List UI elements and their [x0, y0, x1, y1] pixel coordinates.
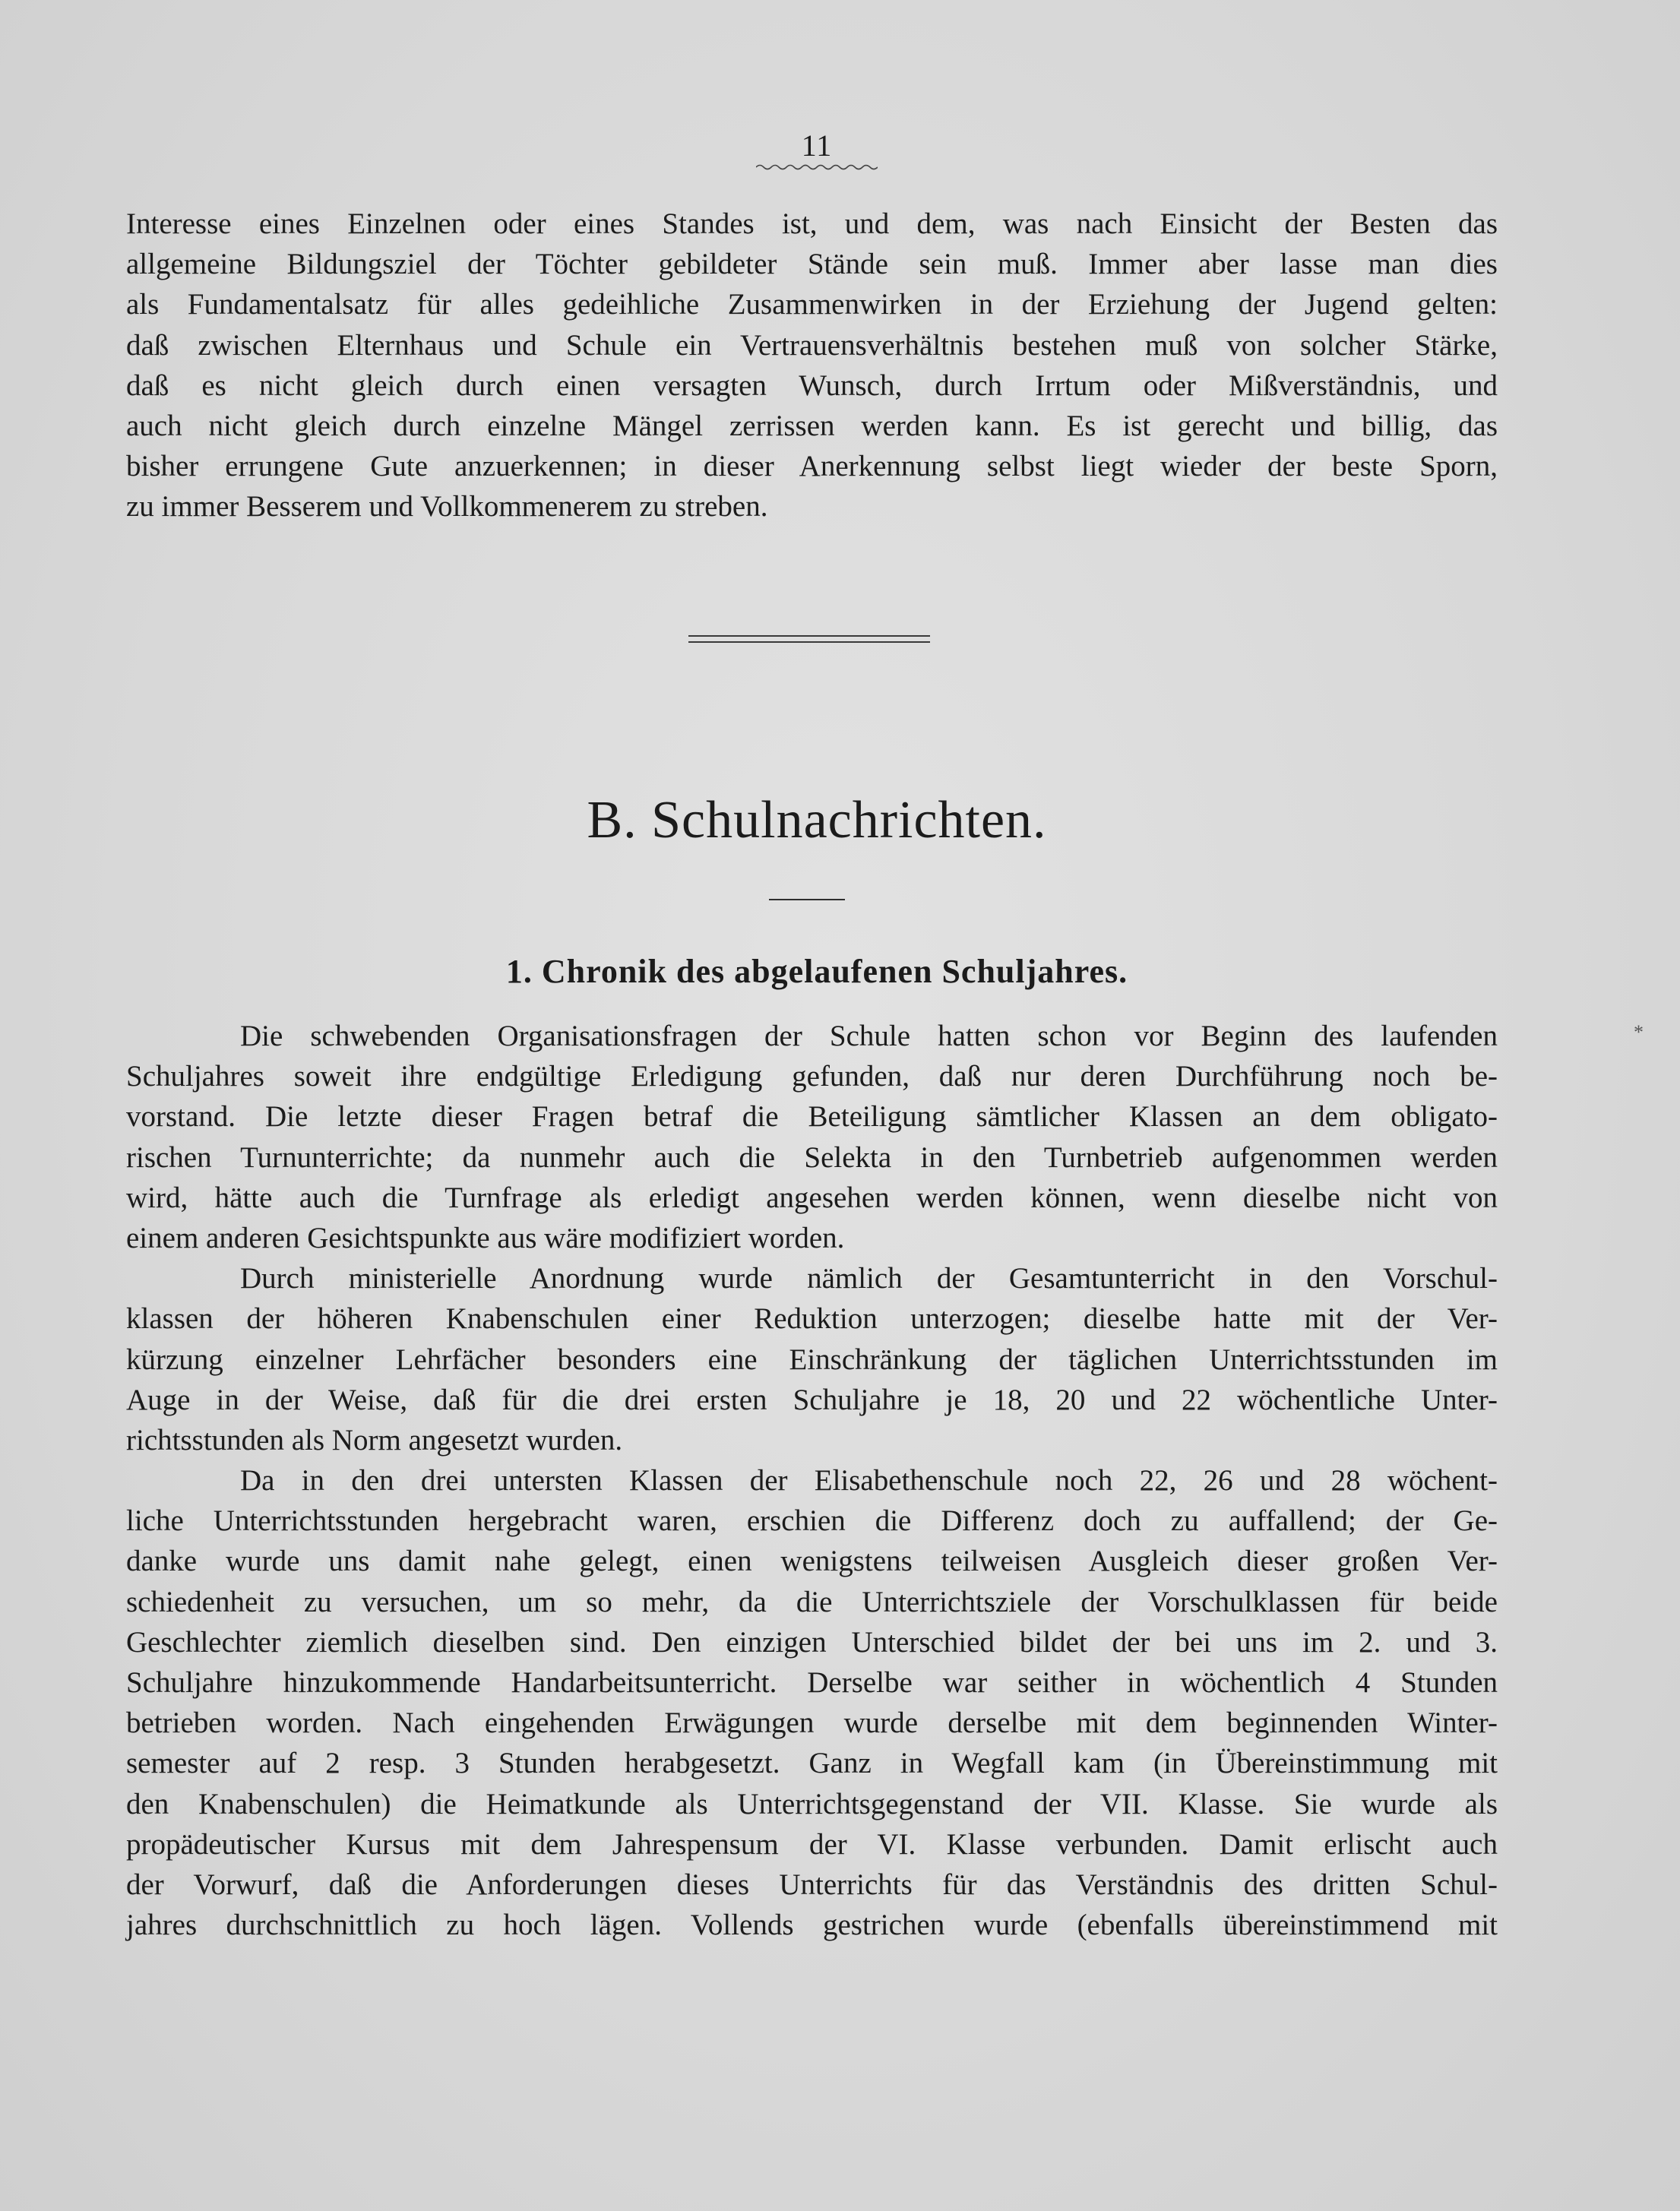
text-line: klassen der höheren Knabenschulen einer Reduktion unterzogen; dieselbe hatte mit der Ver- — [126, 1302, 1498, 1336]
text-line: vorstand. Die letzte dieser Fragen betraf die Beteiligung sämtlicher Klassen an dem obligato- — [126, 1100, 1498, 1134]
text-line: daß zwischen Elternhaus und Schule ein Vertrauensverhältnis bestehen muß von solcher Stärke, — [126, 328, 1498, 362]
text-line: jahres durchschnittlich zu hoch lägen. Vollends gestrichen wurde (ebenfalls übereinstimmend mit — [126, 1909, 1498, 1942]
margin-mark: * — [1634, 1021, 1644, 1043]
chronik-text — [126, 1016, 1498, 1945]
title-underline — [769, 899, 845, 900]
page-number-ornament — [756, 163, 878, 172]
text-line: wird, hätte auch die Turnfrage als erledigt angesehen werden können, wenn dieselbe nicht von — [126, 1181, 1498, 1214]
text-line: richtsstunden als Norm angesetzt wurden. — [126, 1423, 623, 1457]
section-divider — [688, 635, 930, 643]
text-line: schiedenheit zu versuchen, um so mehr, da die Unterrichtsziele der Vorschulklassen für beide — [126, 1585, 1498, 1618]
text-line: als Fundamentalsatz für alles gedeihliche Zusammenwirken in der Erziehung der Jugend gelten: — [126, 288, 1498, 321]
text-line: Auge in der Weise, daß für die drei ersten Schuljahre je 18, 20 und 22 wöchentliche Unter- — [126, 1383, 1498, 1416]
text-line: Geschlechter ziemlich dieselben sind. Den einzigen Unterschied bildet der bei uns im 2. und 3. — [126, 1625, 1498, 1659]
text-line: allgemeine Bildungsziel der Töchter gebildeter Stände sein muß. Immer aber lasse man dies — [126, 248, 1498, 281]
text-line: Schuljahres soweit ihre endgültige Erledigung gefunden, daß nur deren Durchführung noch be- — [126, 1060, 1498, 1093]
section-title: B. Schulnachrichten. — [587, 791, 1047, 849]
text-line: propädeutischer Kursus mit dem Jahrespensum der VI. Klasse verbunden. Damit erlischt auch — [126, 1827, 1498, 1861]
text-line: den Knabenschulen) die Heimatkunde als Unterrichtsgegenstand der VII. Klasse. Sie wurde als — [126, 1787, 1498, 1820]
text-line: kürzung einzelner Lehrfächer besonders eine Einschränkung der täglichen Unterrichtsstunden im — [126, 1343, 1498, 1376]
text-line: liche Unterrichtsstunden hergebracht waren, erschien die Differenz doch zu auffallend; der Ge- — [126, 1504, 1498, 1538]
text-line: Schuljahre hinzukommende Handarbeitsunterricht. Derselbe war seither in wöchentlich 4 Stunden — [126, 1666, 1498, 1699]
text-line: Da in den drei untersten Klassen der Elisabethenschule noch 22, 26 und 28 wöchent- — [240, 1464, 1498, 1498]
page-number: 11 — [801, 128, 833, 163]
text-line: bisher errungene Gute anzuerkennen; in dieser Anerkennung selbst liegt wieder der beste Sporn, — [126, 450, 1498, 483]
text-line: auch nicht gleich durch einzelne Mängel zerrissen werden kann. Es ist gerecht und billig, das — [126, 409, 1498, 442]
text-line: Interesse eines Einzelnen oder eines Standes ist, und dem, was nach Einsicht der Besten das — [126, 207, 1498, 240]
text-line: semester auf 2 resp. 3 Stunden herabgesetzt. Ganz in Wegfall kam (in Übereinstimmung mit — [126, 1747, 1498, 1780]
text-line: zu immer Besserem und Vollkommenerem zu streben. — [126, 490, 768, 523]
text-line: Die schwebenden Organisationsfragen der Schule hatten schon vor Beginn des laufenden — [240, 1020, 1498, 1052]
text-line: betrieben worden. Nach eingehenden Erwägungen wurde derselbe mit dem beginnenden Winter- — [126, 1706, 1498, 1740]
subsection-title: 1. Chronik des abgelaufenen Schuljahres. — [505, 953, 1128, 990]
text-line: der Vorwurf, daß die Anforderungen dieses Unterrichts für das Verständnis des dritten Schul- — [126, 1868, 1498, 1901]
text-line: einem anderen Gesichtspunkte aus wäre modifiziert worden. — [126, 1221, 845, 1254]
text-line: Durch ministerielle Anordnung wurde nämlich der Gesamtunterricht in den Vorschul- — [240, 1262, 1498, 1295]
text-line: daß es nicht gleich durch einen versagten Wunsch, durch Irrtum oder Mißverständnis, und — [126, 368, 1498, 402]
intro-paragraph — [126, 204, 1498, 527]
text-line: danke wurde uns damit nahe gelegt, einen wenigstens teilweisen Ausgleich dieser großen Ver- — [126, 1545, 1498, 1578]
text-line: rischen Turnunterrichte; da nunmehr auch die Selekta in den Turnbetrieb aufgenommen werden — [126, 1140, 1498, 1174]
